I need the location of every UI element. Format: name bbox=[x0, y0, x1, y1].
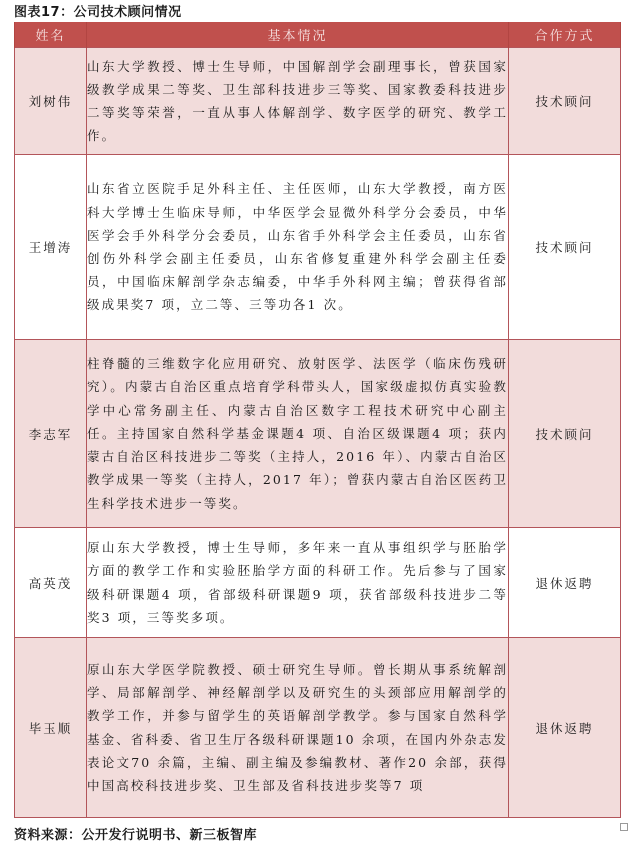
table-row bbox=[15, 155, 621, 340]
cooperation-mode: 技术顾问 bbox=[509, 340, 621, 528]
table-row bbox=[15, 340, 621, 528]
advisor-name: 高英茂 bbox=[15, 528, 87, 638]
cooperation-mode: 技术顾问 bbox=[509, 48, 621, 155]
cooperation-mode: 退休返聘 bbox=[509, 638, 621, 818]
advisor-name: 李志军 bbox=[15, 340, 87, 528]
advisor-description: 原山东大学教授，博士生导师，多年来一直从事组织学与胚胎学方面的教学工作和实验胚胎学方面的科研工作。先后参与了国家级科研课题4 项，省部级科研课题9 项，获省部级科技进步二等奖3 项，三等奖多项。 bbox=[87, 528, 509, 638]
advisor-description: 柱脊髓的三维数字化应用研究、放射医学、法医学（临床伤残研究）。内蒙古自治区重点培育学科带头人，国家级虚拟仿真实验教学中心常务副主任、内蒙古自治区数字工程技术研究中心副主任。主持国家自然科学基金课题4 项、自治区级课题4 项；获内蒙古自治区科技进步二等奖（主持人，2016 年）、内蒙古自治区教学成果一等奖（主持人，2017 年）；曾获内蒙古自治区医药卫生科学技术进步一等奖。 bbox=[87, 340, 509, 528]
table-header-row bbox=[15, 22, 621, 48]
advisor-description: 原山东大学医学院教授、硕士研究生导师。曾长期从事系统解剖学、局部解剖学、神经解剖学以及研究生的头颈部应用解剖学的教学工作，并参与留学生的英语解剖学教学。参与国家自然科学基金、省科委、省卫生厅各级科研课题10 余项，在国内外杂志发表论文70 余篇，主编、副主编及参编教材、著作20 余部，获得中国高校科技进步奖、卫生部及省科技进步奖等7 项 bbox=[87, 638, 509, 818]
advisor-description: 山东省立医院手足外科主任、主任医师，山东大学教授，南方医科大学博士生临床导师，中华医学会显微外科学分会委员，中华医学会手外科学分会委员，山东省手外科学会主任委员，山东省创伤外科学会副主任委员，山东省修复重建外科学会副主任委员，中国临床解剖学杂志编委，中华手外科网主编；曾获得省部级成果奖7 项，立二等、三等功各1 次。 bbox=[87, 155, 509, 340]
column-header-name: 姓名 bbox=[15, 22, 87, 48]
table-row bbox=[15, 638, 621, 818]
advisor-name: 刘树伟 bbox=[15, 48, 87, 155]
column-header-mode: 合作方式 bbox=[509, 22, 621, 48]
table-row bbox=[15, 528, 621, 638]
cooperation-mode: 技术顾问 bbox=[509, 155, 621, 340]
table-resize-handle[interactable] bbox=[620, 823, 628, 831]
advisor-name: 毕玉顺 bbox=[15, 638, 87, 818]
advisor-name: 王增涛 bbox=[15, 155, 87, 340]
advisor-table bbox=[14, 22, 621, 818]
figure-title: 图表17：公司技术顾问情况 bbox=[14, 5, 182, 20]
source-note: 资料来源：公开发行说明书、新三板智库 bbox=[14, 828, 258, 843]
cooperation-mode: 退休返聘 bbox=[509, 528, 621, 638]
advisor-description: 山东大学教授、博士生导师，中国解剖学会副理事长，曾获国家级教学成果二等奖、卫生部科技进步三等奖、国家教委科技进步二等奖等荣誉，一直从事人体解剖学、数字医学的研究、教学工作。 bbox=[87, 48, 509, 155]
column-header-description: 基本情况 bbox=[87, 22, 509, 48]
table-row bbox=[15, 48, 621, 155]
